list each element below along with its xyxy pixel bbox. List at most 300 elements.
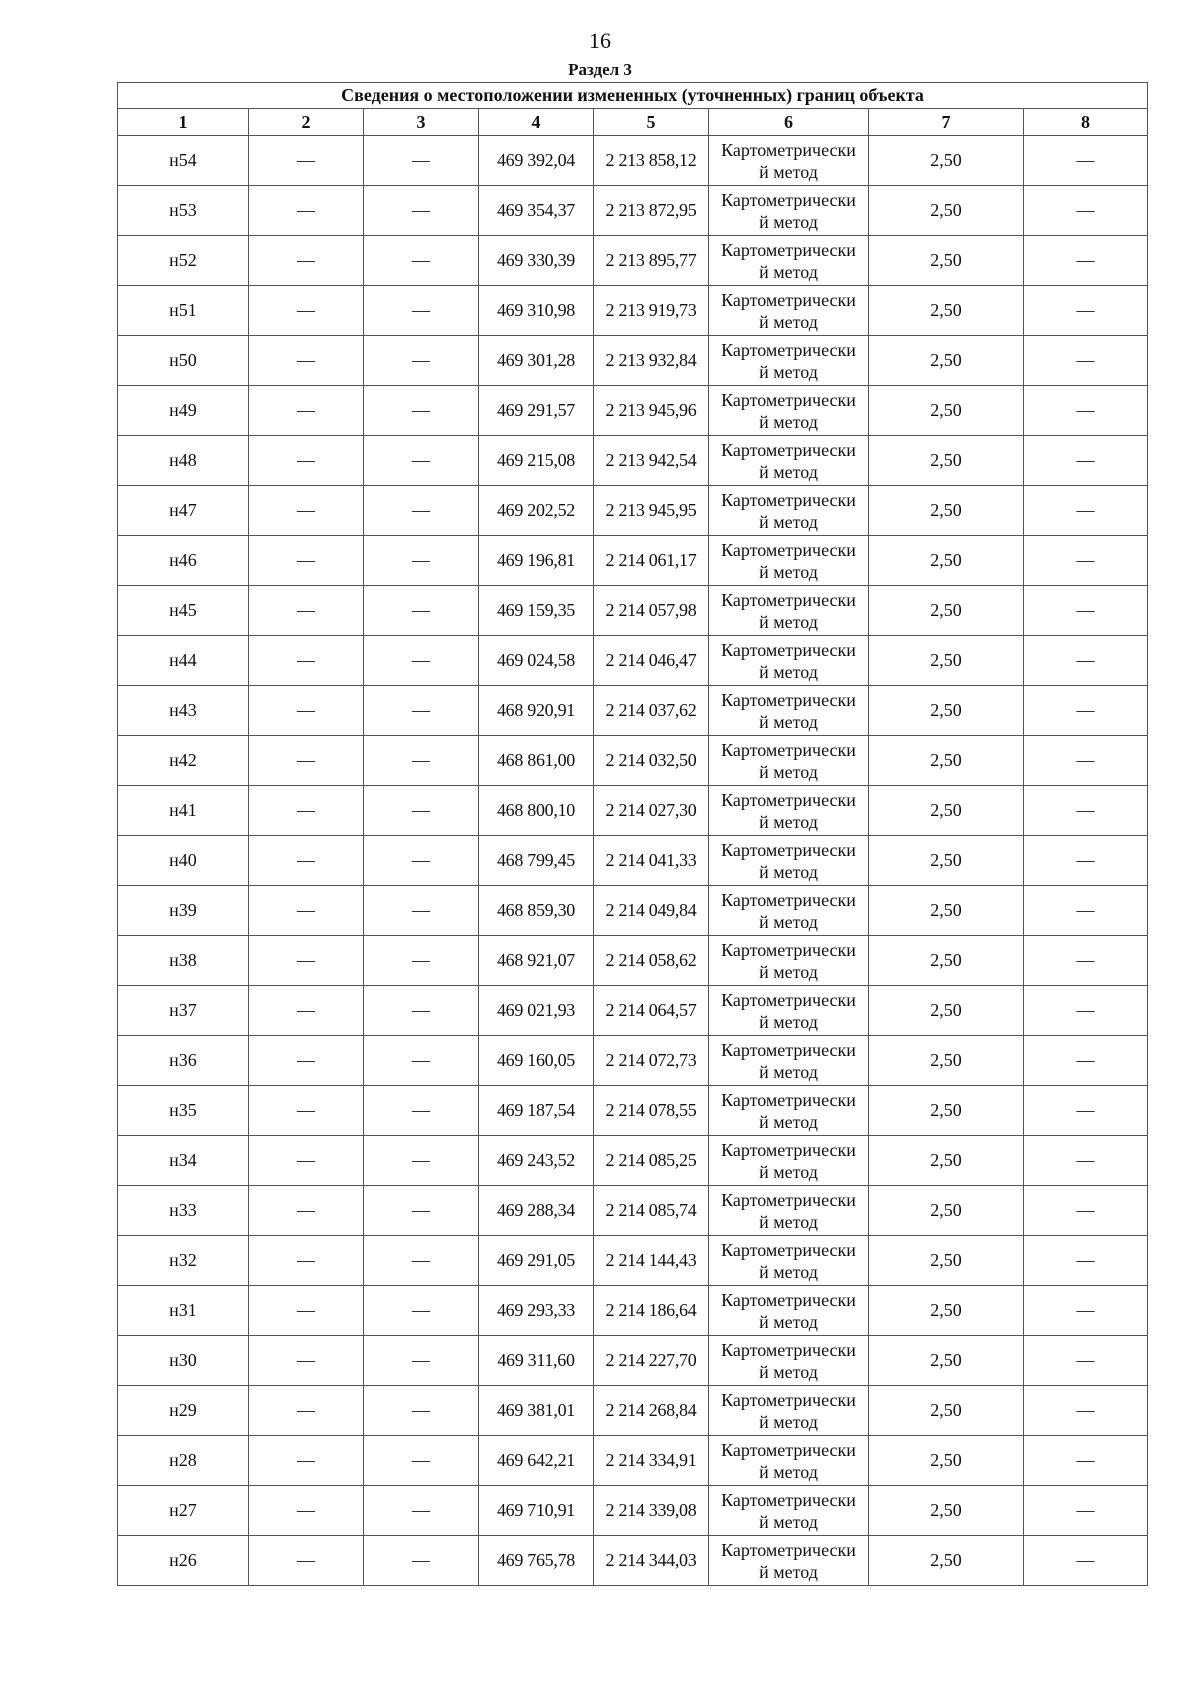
- method-cell: [709, 236, 869, 286]
- table-caption-row: [118, 83, 1148, 109]
- column-3-cell: —: [364, 1386, 479, 1436]
- method-line-1: Картометрически: [721, 189, 856, 210]
- column-8-cell: —: [1024, 1286, 1148, 1336]
- column-number-row: [118, 109, 1148, 136]
- x-coordinate-cell: 468 861,00: [479, 736, 594, 786]
- accuracy-cell: 2,50: [869, 1436, 1024, 1486]
- y-coordinate-cell: 2 214 061,17: [594, 536, 709, 586]
- table-row: [118, 236, 1148, 286]
- method-line-1: Картометрически: [721, 1289, 856, 1310]
- column-number-1: 1: [118, 109, 249, 136]
- method-line-2: й метод: [759, 261, 818, 282]
- table-row: [118, 386, 1148, 436]
- method-cell: [709, 1086, 869, 1136]
- table-row: [118, 586, 1148, 636]
- table-row: [118, 736, 1148, 786]
- column-3-cell: —: [364, 836, 479, 886]
- method-line-2: й метод: [759, 161, 818, 182]
- method-line-1: Картометрически: [721, 639, 856, 660]
- point-name-cell: н33: [118, 1186, 249, 1236]
- method-line-1: Картометрически: [721, 1489, 856, 1510]
- accuracy-cell: 2,50: [869, 286, 1024, 336]
- column-8-cell: —: [1024, 1236, 1148, 1286]
- column-8-cell: —: [1024, 736, 1148, 786]
- y-coordinate-cell: 2 214 144,43: [594, 1236, 709, 1286]
- column-8-cell: —: [1024, 636, 1148, 686]
- column-3-cell: —: [364, 1136, 479, 1186]
- accuracy-cell: 2,50: [869, 386, 1024, 436]
- column-8-cell: —: [1024, 936, 1148, 986]
- column-2-cell: —: [249, 486, 364, 536]
- point-name-cell: н29: [118, 1386, 249, 1436]
- x-coordinate-cell: 469 243,52: [479, 1136, 594, 1186]
- accuracy-cell: 2,50: [869, 836, 1024, 886]
- method-cell: [709, 836, 869, 886]
- point-name-cell: н38: [118, 936, 249, 986]
- method-cell: [709, 186, 869, 236]
- table-row: [118, 536, 1148, 586]
- accuracy-cell: 2,50: [869, 536, 1024, 586]
- y-coordinate-cell: 2 214 268,84: [594, 1386, 709, 1436]
- column-3-cell: —: [364, 986, 479, 1036]
- x-coordinate-cell: 469 024,58: [479, 636, 594, 686]
- column-8-cell: —: [1024, 986, 1148, 1036]
- column-2-cell: —: [249, 1086, 364, 1136]
- method-line-2: й метод: [759, 961, 818, 982]
- x-coordinate-cell: 469 288,34: [479, 1186, 594, 1236]
- page-number: 16: [589, 28, 611, 53]
- method-line-1: Картометрически: [721, 1389, 856, 1410]
- y-coordinate-cell: 2 214 339,08: [594, 1486, 709, 1536]
- method-line-2: й метод: [759, 911, 818, 932]
- column-number-7: 7: [869, 109, 1024, 136]
- column-8-cell: —: [1024, 1386, 1148, 1436]
- point-name-cell: н53: [118, 186, 249, 236]
- column-3-cell: —: [364, 1286, 479, 1336]
- x-coordinate-cell: 469 310,98: [479, 286, 594, 336]
- method-line-1: Картометрически: [721, 789, 856, 810]
- method-line-2: й метод: [759, 311, 818, 332]
- method-cell: [709, 586, 869, 636]
- boundary-coordinates-table: [117, 82, 1148, 1586]
- column-3-cell: —: [364, 1236, 479, 1286]
- column-number-5: 5: [594, 109, 709, 136]
- x-coordinate-cell: 468 799,45: [479, 836, 594, 886]
- table-row: [118, 486, 1148, 536]
- method-cell: [709, 1336, 869, 1386]
- column-8-cell: —: [1024, 786, 1148, 836]
- table-row: [118, 136, 1148, 186]
- column-8-cell: —: [1024, 436, 1148, 486]
- point-name-cell: н39: [118, 886, 249, 936]
- y-coordinate-cell: 2 213 932,84: [594, 336, 709, 386]
- y-coordinate-cell: 2 214 072,73: [594, 1036, 709, 1086]
- point-name-cell: н32: [118, 1236, 249, 1286]
- method-line-1: Картометрически: [721, 689, 856, 710]
- method-line-1: Картометрически: [721, 539, 856, 560]
- point-name-cell: н36: [118, 1036, 249, 1086]
- table-row: [118, 936, 1148, 986]
- method-cell: [709, 736, 869, 786]
- point-name-cell: н28: [118, 1436, 249, 1486]
- table-row: [118, 1336, 1148, 1386]
- y-coordinate-cell: 2 213 919,73: [594, 286, 709, 336]
- accuracy-cell: 2,50: [869, 1286, 1024, 1336]
- column-8-cell: —: [1024, 1186, 1148, 1236]
- method-cell: [709, 686, 869, 736]
- y-coordinate-cell: 2 214 049,84: [594, 886, 709, 936]
- column-number-4: 4: [479, 109, 594, 136]
- table-row: [118, 1136, 1148, 1186]
- y-coordinate-cell: 2 214 058,62: [594, 936, 709, 986]
- method-line-1: Картометрически: [721, 289, 856, 310]
- column-8-cell: —: [1024, 886, 1148, 936]
- y-coordinate-cell: 2 213 872,95: [594, 186, 709, 236]
- table-row: [118, 1236, 1148, 1286]
- column-8-cell: —: [1024, 536, 1148, 586]
- accuracy-cell: 2,50: [869, 686, 1024, 736]
- method-cell: [709, 1136, 869, 1186]
- point-name-cell: н49: [118, 386, 249, 436]
- column-number-6: 6: [709, 109, 869, 136]
- method-line-1: Картометрически: [721, 739, 856, 760]
- method-line-1: Картометрически: [721, 889, 856, 910]
- accuracy-cell: 2,50: [869, 136, 1024, 186]
- table-row: [118, 836, 1148, 886]
- column-number-3: 3: [364, 109, 479, 136]
- column-2-cell: —: [249, 1536, 364, 1586]
- point-name-cell: н40: [118, 836, 249, 886]
- accuracy-cell: 2,50: [869, 736, 1024, 786]
- table-row: [118, 636, 1148, 686]
- column-2-cell: —: [249, 886, 364, 936]
- method-line-2: й метод: [759, 1511, 818, 1532]
- y-coordinate-cell: 2 214 334,91: [594, 1436, 709, 1486]
- point-name-cell: н27: [118, 1486, 249, 1536]
- accuracy-cell: 2,50: [869, 986, 1024, 1036]
- column-3-cell: —: [364, 1436, 479, 1486]
- point-name-cell: н52: [118, 236, 249, 286]
- method-cell: [709, 136, 869, 186]
- method-line-2: й метод: [759, 1011, 818, 1032]
- column-8-cell: —: [1024, 336, 1148, 386]
- column-2-cell: —: [249, 286, 364, 336]
- x-coordinate-cell: 469 159,35: [479, 586, 594, 636]
- method-line-1: Картометрически: [721, 1439, 856, 1460]
- table-row: [118, 886, 1148, 936]
- point-name-cell: н54: [118, 136, 249, 186]
- column-8-cell: —: [1024, 1486, 1148, 1536]
- point-name-cell: н41: [118, 786, 249, 836]
- y-coordinate-cell: 2 213 942,54: [594, 436, 709, 486]
- x-coordinate-cell: 469 291,57: [479, 386, 594, 436]
- table-row: [118, 786, 1148, 836]
- column-2-cell: —: [249, 436, 364, 486]
- column-2-cell: —: [249, 336, 364, 386]
- section-title: Раздел 3: [568, 60, 632, 79]
- method-line-2: й метод: [759, 1311, 818, 1332]
- table-row: [118, 1186, 1148, 1236]
- table-body: [118, 83, 1148, 1586]
- y-coordinate-cell: 2 214 064,57: [594, 986, 709, 1036]
- accuracy-cell: 2,50: [869, 1486, 1024, 1536]
- column-2-cell: —: [249, 1486, 364, 1536]
- method-cell: [709, 886, 869, 936]
- method-line-2: й метод: [759, 611, 818, 632]
- column-2-cell: —: [249, 536, 364, 586]
- method-line-1: Картометрически: [721, 239, 856, 260]
- table-row: [118, 336, 1148, 386]
- point-name-cell: н47: [118, 486, 249, 536]
- table-row: [118, 1386, 1148, 1436]
- point-name-cell: н42: [118, 736, 249, 786]
- x-coordinate-cell: 469 196,81: [479, 536, 594, 586]
- column-2-cell: —: [249, 936, 364, 986]
- method-line-1: Картометрически: [721, 1239, 856, 1260]
- point-name-cell: н45: [118, 586, 249, 636]
- column-2-cell: —: [249, 1386, 364, 1436]
- column-2-cell: —: [249, 1136, 364, 1186]
- method-cell: [709, 936, 869, 986]
- column-3-cell: —: [364, 1486, 479, 1536]
- column-3-cell: —: [364, 786, 479, 836]
- column-8-cell: —: [1024, 1336, 1148, 1386]
- x-coordinate-cell: 469 392,04: [479, 136, 594, 186]
- accuracy-cell: 2,50: [869, 636, 1024, 686]
- method-line-1: Картометрически: [721, 1089, 856, 1110]
- column-2-cell: —: [249, 1336, 364, 1386]
- y-coordinate-cell: 2 213 858,12: [594, 136, 709, 186]
- point-name-cell: н30: [118, 1336, 249, 1386]
- method-line-1: Картометрически: [721, 339, 856, 360]
- method-line-2: й метод: [759, 411, 818, 432]
- method-line-2: й метод: [759, 1361, 818, 1382]
- column-3-cell: —: [364, 386, 479, 436]
- method-cell: [709, 336, 869, 386]
- method-cell: [709, 1436, 869, 1486]
- method-line-1: Картометрически: [721, 489, 856, 510]
- table-row: [118, 1436, 1148, 1486]
- method-cell: [709, 386, 869, 436]
- point-name-cell: н44: [118, 636, 249, 686]
- column-2-cell: —: [249, 636, 364, 686]
- column-8-cell: —: [1024, 186, 1148, 236]
- method-cell: [709, 1036, 869, 1086]
- point-name-cell: н51: [118, 286, 249, 336]
- x-coordinate-cell: 468 921,07: [479, 936, 594, 986]
- column-8-cell: —: [1024, 286, 1148, 336]
- accuracy-cell: 2,50: [869, 1136, 1024, 1186]
- column-3-cell: —: [364, 136, 479, 186]
- column-8-cell: —: [1024, 1136, 1148, 1186]
- y-coordinate-cell: 2 213 895,77: [594, 236, 709, 286]
- method-line-2: й метод: [759, 1061, 818, 1082]
- method-line-1: Картометрически: [721, 839, 856, 860]
- column-3-cell: —: [364, 1036, 479, 1086]
- column-3-cell: —: [364, 886, 479, 936]
- column-8-cell: —: [1024, 486, 1148, 536]
- method-cell: [709, 486, 869, 536]
- y-coordinate-cell: 2 214 057,98: [594, 586, 709, 636]
- table-row: [118, 186, 1148, 236]
- column-3-cell: —: [364, 936, 479, 986]
- column-2-cell: —: [249, 1186, 364, 1236]
- column-3-cell: —: [364, 436, 479, 486]
- column-3-cell: —: [364, 286, 479, 336]
- x-coordinate-cell: 469 642,21: [479, 1436, 594, 1486]
- accuracy-cell: 2,50: [869, 586, 1024, 636]
- column-8-cell: —: [1024, 586, 1148, 636]
- column-3-cell: —: [364, 236, 479, 286]
- point-name-cell: н35: [118, 1086, 249, 1136]
- column-8-cell: —: [1024, 836, 1148, 886]
- method-cell: [709, 786, 869, 836]
- method-line-2: й метод: [759, 861, 818, 882]
- column-number-2: 2: [249, 109, 364, 136]
- column-2-cell: —: [249, 586, 364, 636]
- column-3-cell: —: [364, 336, 479, 386]
- x-coordinate-cell: 469 710,91: [479, 1486, 594, 1536]
- column-8-cell: —: [1024, 1536, 1148, 1586]
- table-row: [118, 986, 1148, 1036]
- column-2-cell: —: [249, 1286, 364, 1336]
- point-name-cell: н26: [118, 1536, 249, 1586]
- table-row: [118, 436, 1148, 486]
- method-cell: [709, 1286, 869, 1336]
- column-8-cell: —: [1024, 1436, 1148, 1486]
- accuracy-cell: 2,50: [869, 1336, 1024, 1386]
- method-line-1: Картометрически: [721, 139, 856, 160]
- column-2-cell: —: [249, 836, 364, 886]
- y-coordinate-cell: 2 214 227,70: [594, 1336, 709, 1386]
- method-cell: [709, 1486, 869, 1536]
- column-number-8: 8: [1024, 109, 1148, 136]
- method-line-1: Картометрически: [721, 1189, 856, 1210]
- method-line-1: Картометрически: [721, 1139, 856, 1160]
- accuracy-cell: 2,50: [869, 1186, 1024, 1236]
- method-line-1: Картометрически: [721, 1339, 856, 1360]
- method-line-2: й метод: [759, 1461, 818, 1482]
- method-cell: [709, 986, 869, 1036]
- x-coordinate-cell: 469 301,28: [479, 336, 594, 386]
- method-cell: [709, 536, 869, 586]
- x-coordinate-cell: 469 354,37: [479, 186, 594, 236]
- method-line-2: й метод: [759, 711, 818, 732]
- column-3-cell: —: [364, 486, 479, 536]
- point-name-cell: н37: [118, 986, 249, 1036]
- accuracy-cell: 2,50: [869, 1086, 1024, 1136]
- column-8-cell: —: [1024, 1086, 1148, 1136]
- y-coordinate-cell: 2 214 085,25: [594, 1136, 709, 1186]
- column-8-cell: —: [1024, 686, 1148, 736]
- point-name-cell: н46: [118, 536, 249, 586]
- column-2-cell: —: [249, 236, 364, 286]
- accuracy-cell: 2,50: [869, 936, 1024, 986]
- x-coordinate-cell: 469 202,52: [479, 486, 594, 536]
- column-8-cell: —: [1024, 236, 1148, 286]
- column-3-cell: —: [364, 186, 479, 236]
- accuracy-cell: 2,50: [869, 1036, 1024, 1086]
- method-line-2: й метод: [759, 211, 818, 232]
- table-caption: Сведения о местоположении измененных (уточненных) границ объекта: [118, 83, 1148, 109]
- method-cell: [709, 1236, 869, 1286]
- method-line-1: Картометрически: [721, 1539, 856, 1560]
- column-2-cell: —: [249, 786, 364, 836]
- column-2-cell: —: [249, 386, 364, 436]
- x-coordinate-cell: 469 160,05: [479, 1036, 594, 1086]
- column-3-cell: —: [364, 1536, 479, 1586]
- x-coordinate-cell: 469 021,93: [479, 986, 594, 1036]
- method-line-2: й метод: [759, 1111, 818, 1132]
- method-cell: [709, 436, 869, 486]
- column-2-cell: —: [249, 136, 364, 186]
- accuracy-cell: 2,50: [869, 1536, 1024, 1586]
- method-line-2: й метод: [759, 461, 818, 482]
- y-coordinate-cell: 2 214 186,64: [594, 1286, 709, 1336]
- x-coordinate-cell: 469 187,54: [479, 1086, 594, 1136]
- x-coordinate-cell: 468 859,30: [479, 886, 594, 936]
- method-line-2: й метод: [759, 1211, 818, 1232]
- table-row: [118, 686, 1148, 736]
- point-name-cell: н31: [118, 1286, 249, 1336]
- method-line-1: Картометрически: [721, 439, 856, 460]
- y-coordinate-cell: 2 213 945,95: [594, 486, 709, 536]
- column-3-cell: —: [364, 636, 479, 686]
- method-line-1: Картометрически: [721, 389, 856, 410]
- point-name-cell: н50: [118, 336, 249, 386]
- accuracy-cell: 2,50: [869, 786, 1024, 836]
- method-line-1: Картометрически: [721, 989, 856, 1010]
- method-line-2: й метод: [759, 1161, 818, 1182]
- method-line-1: Картометрически: [721, 1039, 856, 1060]
- method-line-2: й метод: [759, 761, 818, 782]
- table-row: [118, 1536, 1148, 1586]
- method-line-2: й метод: [759, 1411, 818, 1432]
- column-3-cell: —: [364, 1086, 479, 1136]
- method-cell: [709, 1186, 869, 1236]
- method-line-2: й метод: [759, 561, 818, 582]
- method-line-1: Картометрически: [721, 589, 856, 610]
- method-line-2: й метод: [759, 361, 818, 382]
- accuracy-cell: 2,50: [869, 436, 1024, 486]
- y-coordinate-cell: 2 214 085,74: [594, 1186, 709, 1236]
- y-coordinate-cell: 2 214 032,50: [594, 736, 709, 786]
- y-coordinate-cell: 2 213 945,96: [594, 386, 709, 436]
- method-line-1: Картометрически: [721, 939, 856, 960]
- accuracy-cell: 2,50: [869, 236, 1024, 286]
- point-name-cell: н48: [118, 436, 249, 486]
- accuracy-cell: 2,50: [869, 1236, 1024, 1286]
- column-2-cell: —: [249, 686, 364, 736]
- x-coordinate-cell: 469 381,01: [479, 1386, 594, 1436]
- column-8-cell: —: [1024, 386, 1148, 436]
- x-coordinate-cell: 469 293,33: [479, 1286, 594, 1336]
- method-line-2: й метод: [759, 811, 818, 832]
- y-coordinate-cell: 2 214 027,30: [594, 786, 709, 836]
- x-coordinate-cell: 469 291,05: [479, 1236, 594, 1286]
- method-line-2: й метод: [759, 511, 818, 532]
- accuracy-cell: 2,50: [869, 1386, 1024, 1436]
- column-2-cell: —: [249, 986, 364, 1036]
- column-3-cell: —: [364, 686, 479, 736]
- y-coordinate-cell: 2 214 037,62: [594, 686, 709, 736]
- point-name-cell: н34: [118, 1136, 249, 1186]
- accuracy-cell: 2,50: [869, 336, 1024, 386]
- x-coordinate-cell: 468 800,10: [479, 786, 594, 836]
- x-coordinate-cell: 469 215,08: [479, 436, 594, 486]
- column-8-cell: —: [1024, 136, 1148, 186]
- column-3-cell: —: [364, 536, 479, 586]
